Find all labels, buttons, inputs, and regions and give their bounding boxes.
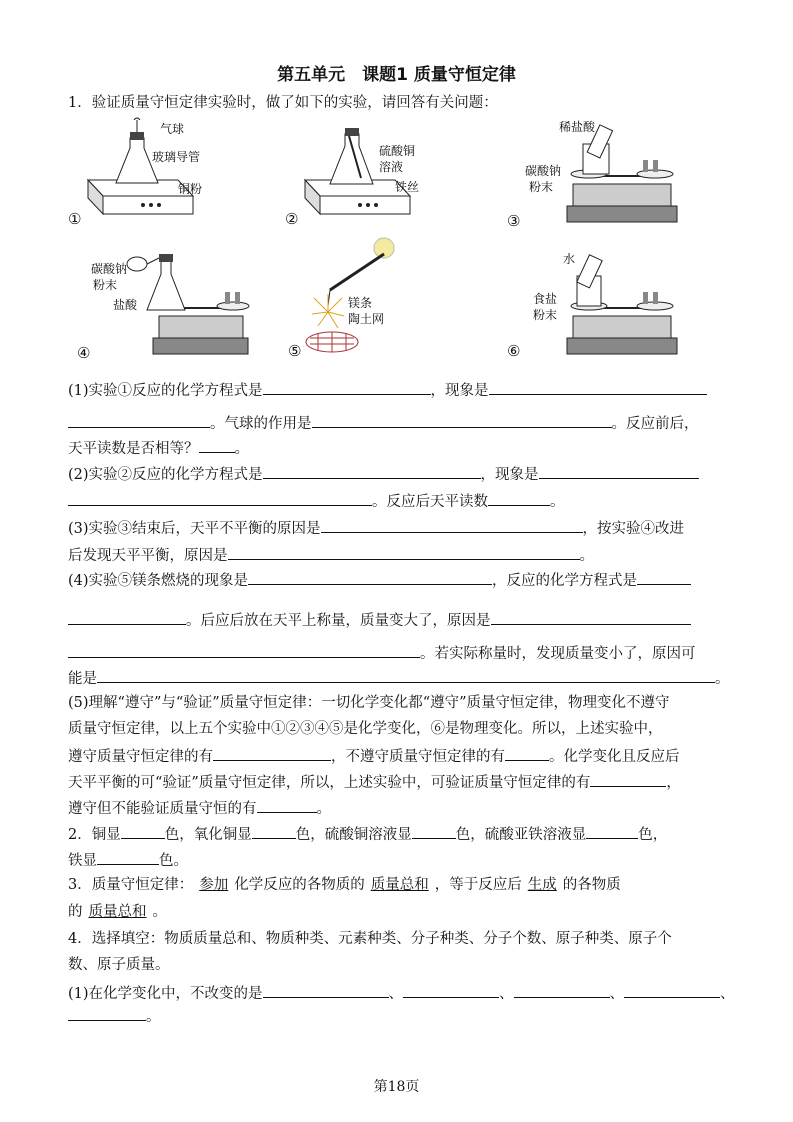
- q1-p4-blank-heavier-reason[interactable]: [491, 610, 691, 625]
- question-4-part1: [68, 983, 735, 1003]
- q1-part1-line1: [68, 380, 707, 400]
- q1-p1-text-e: 天平读数是否相等？: [68, 441, 199, 457]
- figure-1: [68, 118, 228, 232]
- q1-part1-line3: [68, 438, 249, 458]
- q1-p4-blank-equation[interactable]: [637, 570, 691, 585]
- q4-blank-3[interactable]: [514, 983, 610, 998]
- figure-3-label-hcl: 稀盐酸: [559, 120, 596, 134]
- figure-3-label-powder: 粉末: [529, 180, 554, 194]
- q1-part3-line1: [68, 518, 684, 538]
- q2-text-b: 色，氧化铜显: [164, 827, 252, 843]
- question-2-line1: [68, 824, 667, 844]
- figure-2-number: ②: [285, 210, 299, 228]
- q1-p4-text-e: 能是: [68, 671, 97, 687]
- q1-p1-blank-balance[interactable]: [199, 438, 235, 453]
- q1-p3-blank-balanced-reason[interactable]: [228, 545, 580, 560]
- figure-3: [507, 116, 687, 232]
- q1-p3-text-a: (3)实验③结束后，天平不平衡的原因是: [68, 521, 321, 537]
- q3-answer-total-mass-1: 质量总和: [370, 877, 429, 893]
- figure-4: [75, 250, 255, 366]
- q1-part3-line2: [68, 545, 594, 565]
- figure-4-label-hcl: 盐酸: [113, 298, 138, 312]
- q1-part4-line3: [68, 643, 696, 663]
- q1-p1-blank-balloon[interactable]: [312, 413, 612, 428]
- q1-p1-text-a: (1)实验①反应的化学方程式是: [68, 383, 263, 399]
- figure-2-label-iron: 铁丝: [395, 180, 420, 194]
- q1-p2-text-c: 。反应后天平读数: [372, 494, 488, 510]
- q4-p1-text: (1)在化学变化中，不改变的是: [68, 986, 263, 1002]
- question-3-line1: [68, 876, 621, 894]
- page-title: 第五单元 课题1 质量守恒定律: [277, 65, 516, 85]
- figure-1-label-tube: 玻璃导管: [152, 150, 201, 164]
- q1-p2-text-b: ，现象是: [480, 467, 539, 483]
- figure-5-label-mg: 镁条: [348, 296, 373, 310]
- q1-p2-blank-equation[interactable]: [263, 464, 481, 479]
- q1-part1-line2: [68, 413, 699, 433]
- question-1-intro: 1．验证质量守恒定律实验时，做了如下的实验，请回答有关问题：: [68, 95, 498, 111]
- figure-6-label-water: 水: [563, 252, 576, 266]
- question-4-part1-cont: [68, 1006, 161, 1026]
- q1-p3-text-d: 。: [579, 548, 594, 564]
- q3-text-f: 。: [152, 904, 167, 920]
- q1-p5-text-f: 遵守但不能验证质量守恒的有: [68, 801, 257, 817]
- q4-end: 。: [146, 1009, 161, 1025]
- q1-p1-text-b: ，现象是: [430, 383, 489, 399]
- q4-sep-3: 、: [609, 986, 625, 1002]
- q1-p2-text-a: (2)实验②反应的化学方程式是: [68, 467, 263, 483]
- q1-p5-text-e: ，: [666, 775, 681, 791]
- question-2-line2: [68, 850, 188, 870]
- figure-1-number: ①: [68, 210, 82, 228]
- q2-text-e: 色，: [638, 827, 668, 843]
- q1-part5-line2: 质量守恒定律，以上五个实验中①②③④⑤是化学变化，⑥是物理变化。所以，上述实验中，: [68, 721, 663, 737]
- figure-6: [507, 248, 687, 364]
- q1-p5-text-g: 。: [316, 801, 331, 817]
- figure-6-label-salt: 食盐: [533, 292, 558, 306]
- figure-5-number: ⑤: [288, 342, 302, 360]
- figure-4-label-na2co3: 碳酸钠: [91, 262, 128, 276]
- q1-p2-blank-reading[interactable]: [488, 491, 550, 506]
- q1-p4-text-b: ，反应的化学方程式是: [492, 573, 638, 589]
- figure-4-number: ④: [77, 344, 91, 362]
- q1-p2-blank-phenomenon[interactable]: [539, 464, 699, 479]
- q1-part5-line3: [68, 746, 680, 766]
- q3-answer-produce: 生成: [527, 877, 557, 893]
- q1-p5-blank-not-obey[interactable]: [505, 746, 549, 761]
- q4-sep-1: 、: [388, 986, 404, 1002]
- q1-p3-text-c: 后发现天平平衡，原因是: [68, 548, 228, 564]
- q2-blank-cuso4[interactable]: [412, 824, 456, 839]
- q1-p4-text-c: 。后应后放在天平上称量，质量变大了，原因是: [186, 613, 491, 629]
- q1-p5-text-d: 天平平衡的可“验证”质量守恒定律，所以，上述实验中，可验证质量守恒定律的有: [68, 775, 591, 791]
- q1-p5-text-a: 遵守质量守恒定律的有: [68, 749, 213, 765]
- q1-p1-text-c: 。气球的作用是: [210, 416, 312, 432]
- q1-p2-text-d: 。: [550, 494, 565, 510]
- q2-blank-feso4[interactable]: [586, 824, 638, 839]
- q3-text-b: 化学反应的各物质的: [234, 877, 365, 893]
- q1-part5-line5: [68, 798, 331, 818]
- q3-text-d: 的各物质: [562, 877, 621, 893]
- question-4-line2: 数、原子质量。: [68, 957, 170, 973]
- q1-p4-text-d: 。若实际称量时，发现质量变小了，原因可: [420, 646, 696, 662]
- q4-blank-1[interactable]: [263, 983, 389, 998]
- q4-blank-4[interactable]: [624, 983, 720, 998]
- q4-sep-2: 、: [499, 986, 514, 1002]
- figure-3-label-na2co3: 碳酸钠: [525, 164, 562, 178]
- q1-part4-line1: [68, 570, 691, 590]
- q3-text-c: ，等于反应后: [434, 877, 522, 893]
- q4-sep-4: 、: [720, 986, 735, 1002]
- q1-p3-text-b: ，按实验④改进: [582, 521, 685, 537]
- q4-blank-2[interactable]: [403, 983, 499, 998]
- q2-text-a: 2．铜显: [68, 827, 121, 843]
- figure-2: [285, 126, 445, 230]
- q3-text-e: 的: [68, 904, 83, 920]
- figure-5: [288, 234, 408, 366]
- q1-p1-blank-phenomenon[interactable]: [489, 380, 707, 395]
- q1-part5-line1: (5)理解“遵守”与“验证”质量守恒定律：一切化学变化都“遵守”质量守恒定律，物理变化不遵守: [68, 695, 670, 711]
- q1-part5-line4: [68, 772, 681, 792]
- q2-text-d: 色，硫酸亚铁溶液显: [455, 827, 587, 843]
- q1-p4-blank-equation-cont[interactable]: [68, 610, 186, 625]
- q3-text-a: 3．质量守恒定律：: [68, 877, 194, 893]
- q1-part2-line1: [68, 464, 699, 484]
- question-4-line1: 4．选择填空：物质质量总和、物质种类、元素种类、分子种类、分子个数、原子种类、原子个: [68, 931, 672, 947]
- q2-text-c: 色，硫酸铜溶液显: [295, 827, 412, 843]
- q1-p4-blank-heavier-reason-cont[interactable]: [68, 643, 420, 658]
- q1-p1-blank-equation[interactable]: [263, 380, 431, 395]
- q1-p5-blank-cannot-verify[interactable]: [257, 798, 317, 813]
- q1-p5-blank-verify[interactable]: [590, 772, 666, 787]
- figure-6-number: ⑥: [507, 342, 521, 360]
- figure-3-number: ③: [507, 212, 521, 230]
- q1-p2-blank-phenomenon-cont[interactable]: [68, 491, 372, 506]
- figure-1-label-balloon: 气球: [160, 122, 185, 136]
- figure-5-label-gauze: 陶土网: [348, 312, 385, 326]
- figure-6-label-powder: 粉末: [533, 308, 558, 322]
- question-3-line2: [68, 903, 167, 921]
- q1-p5-text-b: ，不遵守质量守恒定律的有: [331, 749, 505, 765]
- q1-p1-text-f: 。: [234, 441, 249, 457]
- q2-blank-iron[interactable]: [97, 850, 159, 865]
- q4-blank-5[interactable]: [68, 1006, 146, 1021]
- q1-p4-text-f: 。: [715, 671, 730, 687]
- q2-blank-copper[interactable]: [121, 824, 165, 839]
- q1-part2-line2: [68, 491, 565, 511]
- q1-p4-blank-phenomenon[interactable]: [248, 570, 492, 585]
- q1-part4-line2: [68, 610, 691, 630]
- q1-p3-blank-reason[interactable]: [321, 518, 583, 533]
- q2-text-f: 铁显: [68, 853, 97, 869]
- q3-answer-total-mass-2: 质量总和: [88, 904, 147, 920]
- figure-1-label-copper: 铜粉: [178, 182, 203, 196]
- q2-blank-cuo[interactable]: [252, 824, 296, 839]
- q1-p1-blank-phenomenon-cont[interactable]: [68, 413, 210, 428]
- q1-part4-line4: [68, 668, 730, 688]
- q1-p4-text-a: (4)实验⑤镁条燃烧的现象是: [68, 573, 249, 589]
- q1-p5-blank-obey[interactable]: [213, 746, 331, 761]
- q1-p4-blank-lighter-reason[interactable]: [97, 668, 715, 683]
- q3-answer-participate: 参加: [199, 877, 229, 893]
- q2-text-g: 色。: [159, 853, 188, 869]
- figure-2-label-cuso4: 硫酸铜: [379, 144, 416, 158]
- figure-4-label-powder: 粉末: [93, 278, 118, 292]
- page-number: 第18页: [373, 1079, 420, 1095]
- q1-p1-text-d: 。反应前后，: [611, 416, 699, 432]
- q1-p5-text-c: 。化学变化且反应后: [549, 749, 680, 765]
- figure-2-label-solution: 溶液: [379, 160, 404, 174]
